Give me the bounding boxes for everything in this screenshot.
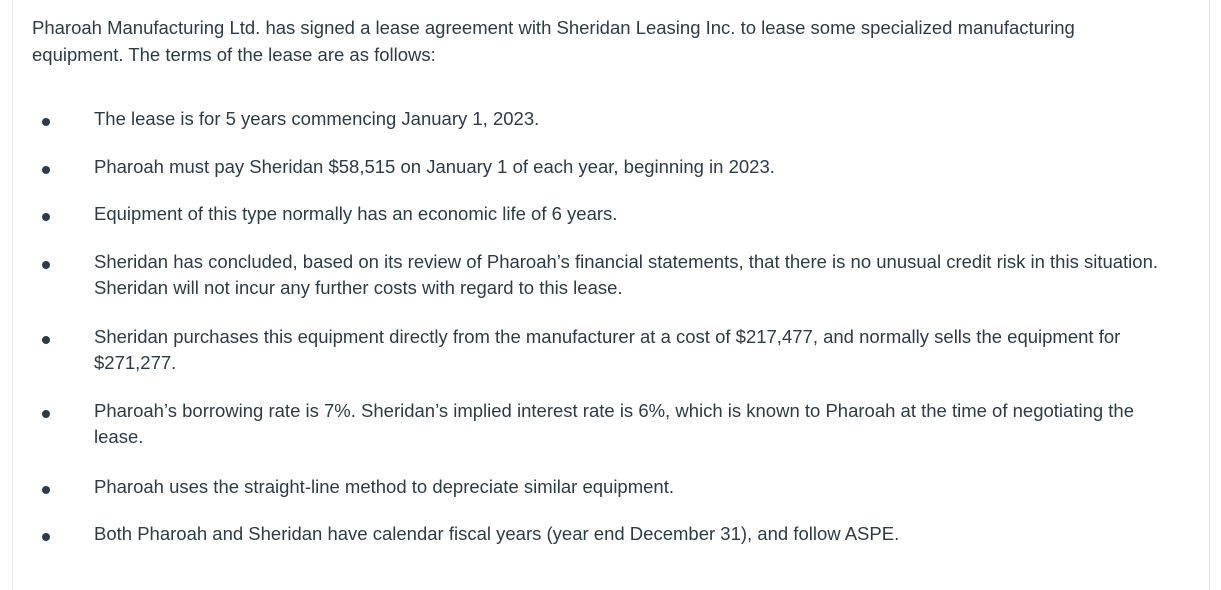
list-item-text: The lease is for 5 years commencing January 1, 2023. <box>94 108 540 129</box>
bullet-icon <box>42 166 50 174</box>
bullet-icon <box>42 336 50 344</box>
bullet-icon <box>42 533 50 541</box>
question-card <box>12 0 1210 590</box>
bullet-icon <box>42 118 50 126</box>
intro-paragraph: Pharoah Manufacturing Ltd. has signed a lease agreement with Sheridan Leasing Inc. to lease some specialized manufacturing equipment. The terms of the lease are as follows: <box>32 17 1075 65</box>
list-item-text: Both Pharoah and Sheridan have calendar fiscal years (year end December 31), and follow ASPE. <box>94 523 900 544</box>
list-item-text: Pharoah must pay Sheridan $58,515 on January 1 of each year, beginning in 2023. <box>94 156 775 177</box>
list-item-text: Sheridan purchases this equipment directly from the manufacturer at a cost of $217,477, and normally sells the equipment for $271,277. <box>94 326 1121 373</box>
list-item-text: Pharoah’s borrowing rate is 7%. Sheridan’s implied interest rate is 6%, which is known to Pharoah at the time of negotiating the lease. <box>94 400 1135 447</box>
bullet-icon <box>42 410 50 418</box>
bullet-icon <box>42 261 50 269</box>
bullet-icon <box>42 213 50 221</box>
list-item-text: Equipment of this type normally has an economic life of 6 years. <box>94 203 618 224</box>
list-item-text: Sheridan has concluded, based on its review of Pharoah’s financial statements, that there is no unusual credit risk in this situation. Sheridan will not incur any further costs with regard to this lease. <box>94 251 1159 298</box>
bullet-icon <box>42 486 50 494</box>
list-item-text: Pharoah uses the straight-line method to depreciate similar equipment. <box>94 476 674 497</box>
